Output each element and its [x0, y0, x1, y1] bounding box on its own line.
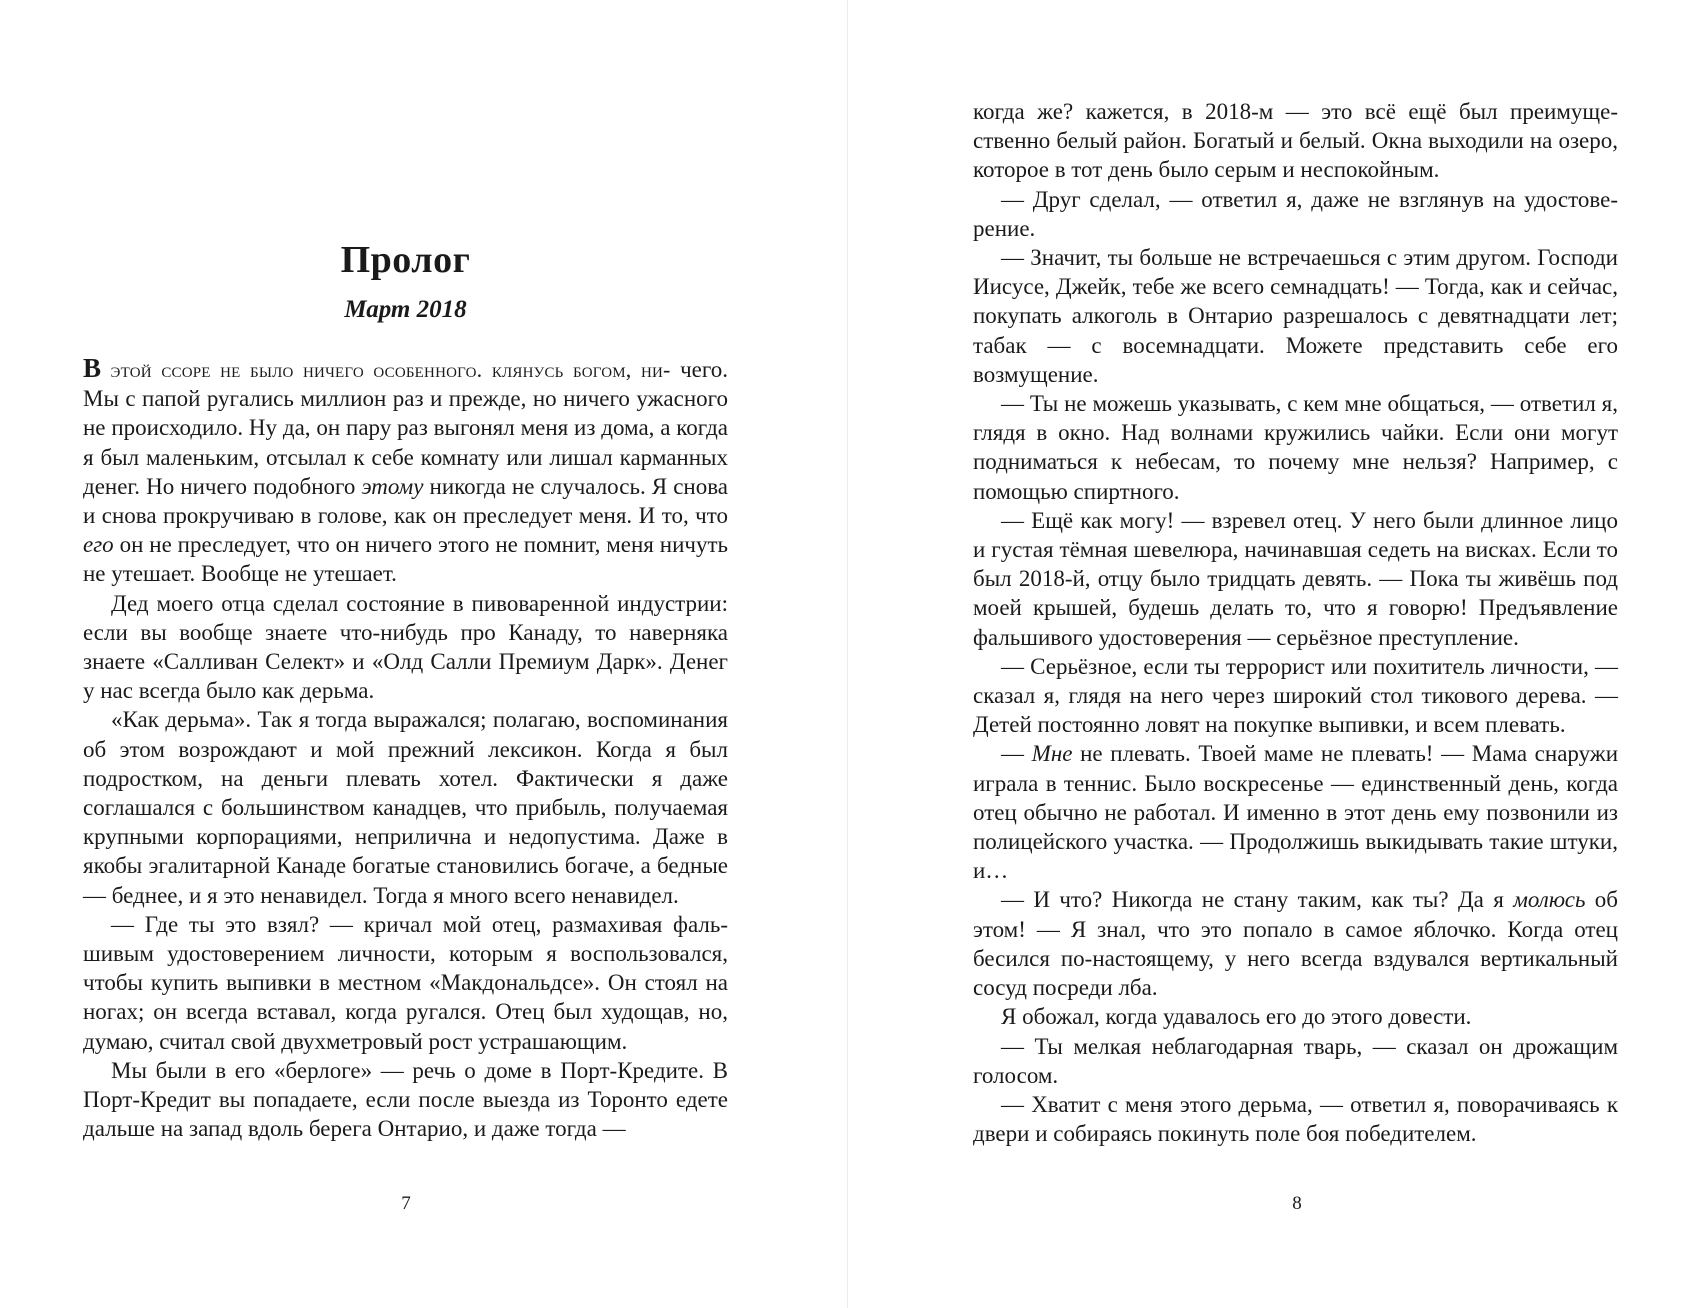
paragraph: — Где ты это взял? — кричал мой отец, размахивая фальшивым удостоверением личности, которым я воспользовался, чтобы купить выпивки в местном «Макдональдсе». Он стоял на ногах; он всегда вставал, когда ругался. Отец был худощав, но, думаю, считал свой двухметровый рост устрашающим.	[83, 911, 728, 1054]
paragraph: «Как дерьма». Так я тогда выражался; полагаю, воспоминания об этом возрождают и мой прежний лексикон. Когда я был подростком, на деньги плевать хотел. Фактически я даже соглашался с большинством канадцев, что прибыль, получаемая крупными корпорациями, неприлична и недопустима. Даже в якобы эгалитарной Канаде богатые становились богаче, а бедные — беднее, и я это ненавидел. Тогда я много всего ненавидел.	[83, 707, 728, 908]
page-number: 7	[401, 1193, 411, 1214]
emphasis: молюсь	[1513, 887, 1586, 913]
left-text-column	[83, 354, 728, 1143]
paragraph: — Ты мелкая неблагодарная тварь, — сказал он дрожащим голосом.	[973, 1033, 1618, 1088]
paragraph-text: никогда не случалось. Я снова и снова прокручиваю в голове, как он преследует меня. И то, что	[83, 473, 729, 529]
chapter-title: Пролог	[340, 239, 471, 281]
drop-cap: В	[83, 353, 102, 383]
paragraph-text: — И что? Никогда не стану таким, как ты? Да я	[1001, 887, 1514, 913]
lead-small-caps: этой ссоре не было ничего особенного. клянусь богом, ни-	[101, 357, 671, 382]
left-page	[0, 0, 847, 1308]
right-text-column	[973, 97, 1618, 1148]
paragraph	[973, 885, 1618, 1002]
emphasis: этому	[361, 473, 424, 499]
paragraph: — Ты не можешь указывать, с кем мне общаться, — ответил я, глядя в окно. Над волнами кружились чайки. Если они могут подниматься к небесам, то почему мне нельзя? Например, с помощью спиртного.	[973, 391, 1618, 504]
paragraph: Я обожал, когда удавалось его до этого довести.	[1001, 1004, 1472, 1030]
right-page	[848, 0, 1695, 1308]
emphasis: Мне	[1031, 741, 1073, 767]
paragraph: — Значит, ты больше не встречаешься с этим другом. Господи Иисусе, Джейк, тебе же всего семнадцать! — Тогда, как и сейчас, покупать алкоголь в Онтарио разрешалось с девятнадцати лет; табак — с восемнадцати. Можете представить себе его возмущение.	[973, 245, 1618, 387]
paragraph: когда же? кажется, в 2018-м — это всё ещё был преимущественно белый район. Богатый и белый. Окна выходили на озеро, которое в тот день было серым и неспокойным.	[973, 99, 1618, 183]
chapter-date: Март 2018	[344, 296, 467, 323]
paragraph: Дед моего отца сделал состояние в пивоваренной индустрии: если вы вообще знаете что-нибудь про Канаду, то наверняка знаете «Салливан Селект» и «Олд Салли Премиум Дарк». Денег у нас всегда было как дерьма.	[83, 590, 728, 704]
paragraph: — Друг сделал, — ответил я, даже не взглянув на удостоверение.	[973, 186, 1618, 241]
paragraph-text: он не преследует, что он ничего этого не помнит, меня ничуть не утешает. Вообще не утешает.	[83, 532, 728, 587]
paragraph-text: чего. Мы с папой ругались миллион раз и прежде, но ничего ужасного не происходило. Ну да, он пару раз выгонял меня из дома, а когда я был маленьким, отсылал к себе комнату или лишал карманных денег. Но ничего подобного	[83, 357, 728, 499]
paragraph-text: —	[1001, 741, 1032, 767]
paragraph-text: об этом! — Я знал, что это попало в самое яблочко. Когда отец бесился по-настоящему, у него всегда вздувался вертикальный сосуд посреди лба.	[973, 887, 1618, 1001]
paragraph: Мы были в его «берлоге» — речь о доме в Порт-Кредите. В Порт-Кредит вы попадаете, если после выезда из Торонто едете дальше на запад вдоль берега Онтарио, и даже тогда —	[83, 1057, 728, 1142]
paragraph-text: не плевать. Твоей маме не плевать! — Мама снаружи играла в теннис. Было воскресенье — единственный день, когда отец обычно не работал. И именно в этот день ему позвонили из полицейского участка. — Продолжишь выкидывать такие штуки, и…	[973, 741, 1618, 884]
paragraph	[973, 739, 1618, 885]
paragraph: — Хватит с меня этого дерьма, — ответил я, поворачиваясь к двери и собираясь покинуть поле боя победителем.	[973, 1091, 1618, 1147]
paragraph: — Серьёзное, если ты террорист или похититель личности, — сказал я, глядя на него через широкий стол тикового дерева. — Детей постоянно ловят на покупке выпивки, и всем плевать.	[973, 653, 1618, 738]
page-number: 8	[1292, 1193, 1302, 1214]
emphasis: его	[83, 532, 114, 558]
paragraph: — Ещё как могу! — взревел отец. У него были длинное лицо и густая тёмная шевелюра, начинавшая седеть на висках. Если то был 2018-й, отцу было тридцать девять. — Пока ты живёшь под моей крышей, будешь делать то, что я говорю! Предъявление фальшивого удостоверения — серьёзное преступление.	[973, 507, 1618, 650]
paragraph	[83, 354, 728, 589]
